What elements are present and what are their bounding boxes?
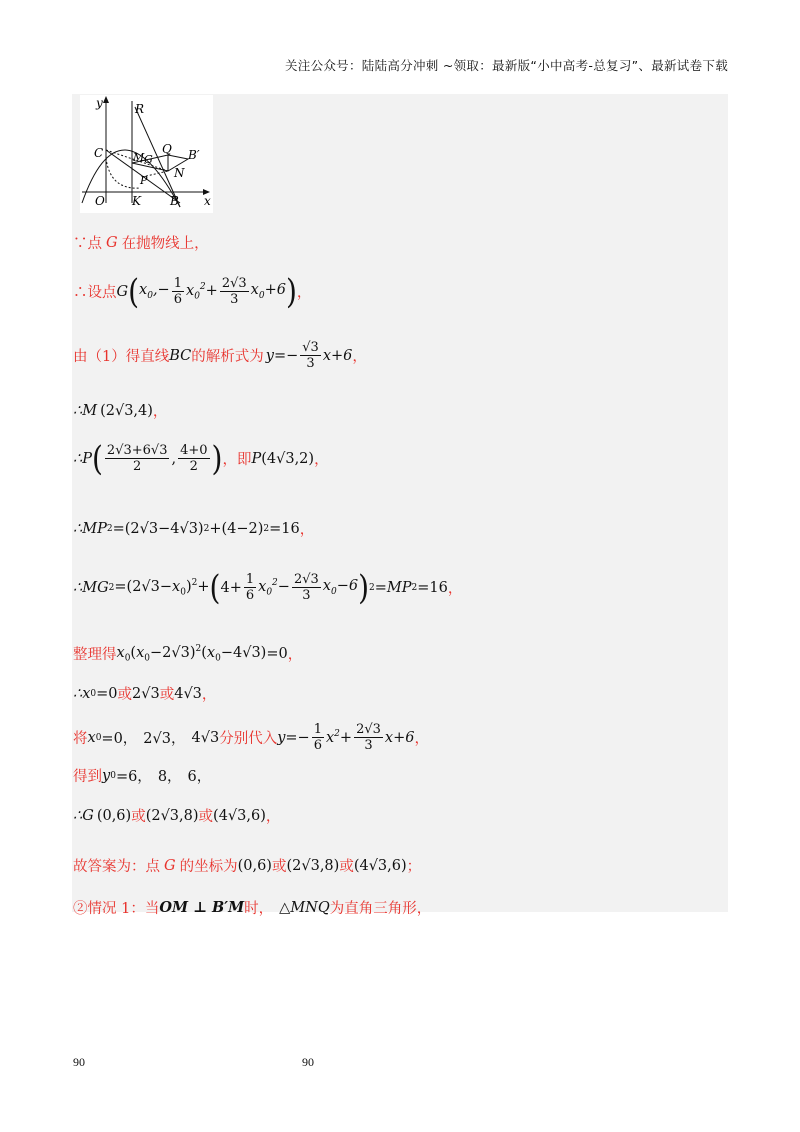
math: (2√3,4) bbox=[100, 402, 153, 419]
paren-close: ) bbox=[211, 438, 223, 478]
text: 的坐标为 bbox=[179, 859, 238, 875]
text: ∴设点 bbox=[73, 285, 117, 301]
text: 由（1）得直线 bbox=[73, 349, 170, 365]
math: x+6 bbox=[384, 729, 415, 746]
math: 2√3， bbox=[143, 731, 186, 747]
math: y bbox=[102, 767, 111, 784]
math: △MNQ bbox=[279, 899, 330, 916]
text: 或 bbox=[117, 687, 133, 703]
math: ∴P bbox=[73, 450, 92, 467]
frac: $\frac{1}{6}$ bbox=[313, 722, 322, 753]
math: y=− bbox=[277, 729, 310, 746]
label-b: B bbox=[170, 194, 179, 208]
label-c: C bbox=[94, 146, 104, 160]
math: 4√3 bbox=[174, 685, 202, 702]
math: =0 bbox=[96, 685, 118, 702]
paren-open: ( bbox=[91, 438, 103, 478]
text: ， bbox=[287, 647, 303, 663]
content-panel bbox=[72, 94, 728, 912]
text: ②情况 1：当 bbox=[73, 901, 160, 917]
frac: $\frac{2√3+6√3}{2}$ bbox=[106, 443, 168, 474]
point-g: G bbox=[164, 857, 176, 874]
page-number-left: 90 bbox=[73, 1055, 85, 1069]
math: =MP bbox=[374, 579, 412, 596]
math: ∴G bbox=[73, 807, 94, 824]
text: ， bbox=[314, 452, 329, 468]
math: =0 bbox=[266, 645, 288, 662]
sup: 2 bbox=[369, 582, 375, 593]
text: 或 bbox=[271, 859, 287, 875]
text: 整理得 bbox=[73, 647, 117, 663]
label-m: M bbox=[133, 151, 145, 164]
math: =16 bbox=[269, 520, 300, 537]
point-g: G bbox=[106, 234, 118, 251]
text: ； bbox=[406, 859, 422, 875]
line-2 bbox=[73, 271, 312, 311]
math: 2√3 bbox=[132, 685, 160, 702]
math: $x_0^2-$ bbox=[258, 577, 290, 598]
label-y: y bbox=[96, 96, 103, 110]
sup: 2 bbox=[263, 523, 270, 534]
line-1 bbox=[73, 232, 209, 253]
text: 故答案为：点 bbox=[73, 859, 160, 875]
math: (4√3,6) bbox=[213, 807, 266, 824]
math: x bbox=[87, 729, 96, 746]
figure-svg bbox=[80, 95, 213, 213]
paren-close: ) bbox=[285, 271, 297, 311]
frac: $\frac{2√3}{3}$ bbox=[221, 276, 247, 307]
label-k: K bbox=[132, 194, 141, 208]
text: 或 bbox=[198, 809, 214, 825]
math: 4+ bbox=[220, 579, 242, 596]
text: 或 bbox=[339, 859, 354, 875]
math: OM ⊥ B′M bbox=[159, 899, 245, 916]
line-7 bbox=[73, 567, 463, 607]
math: =(2√3−4√3) bbox=[112, 520, 204, 537]
math: 8， bbox=[157, 769, 182, 785]
text: 在抛物线上， bbox=[121, 236, 209, 252]
math: =16 bbox=[417, 579, 448, 596]
math: +(4−2) bbox=[209, 520, 264, 537]
label-bprime: B′ bbox=[188, 148, 200, 162]
label-o: O bbox=[95, 194, 105, 208]
page-header: 关注公众号：陆陆高分冲刺 ~领取：最新版“小中高考-总复习”、最新试卷下载 bbox=[284, 58, 728, 73]
math: (0,6) bbox=[96, 807, 132, 824]
math: ∴MG bbox=[73, 579, 109, 596]
paren-close: ) bbox=[358, 567, 369, 607]
frac: $\frac{2√3}{3}$ bbox=[293, 572, 319, 603]
math: 4√3 bbox=[191, 729, 220, 746]
line-3 bbox=[73, 340, 367, 371]
frac: $\frac{1}{6}$ bbox=[173, 276, 182, 307]
math: ∴M bbox=[73, 402, 98, 419]
math: $x_0+6$ bbox=[250, 282, 286, 301]
math: x+6 bbox=[322, 347, 353, 364]
sup: 2 bbox=[411, 582, 418, 593]
math: (4√3,6) bbox=[353, 857, 407, 874]
math: (4√3,2) bbox=[261, 450, 315, 467]
label-r: R bbox=[135, 102, 145, 116]
frac: $\frac{2√3}{3}$ bbox=[356, 722, 381, 753]
sub: 0 bbox=[90, 688, 97, 699]
line-4 bbox=[73, 400, 167, 421]
y-arrow bbox=[103, 96, 109, 103]
math: (0,6) bbox=[237, 857, 272, 874]
math: , bbox=[171, 450, 177, 467]
line-5 bbox=[73, 438, 329, 478]
text: ， bbox=[201, 687, 217, 703]
text: ，即 bbox=[222, 452, 252, 468]
line-6 bbox=[73, 518, 314, 539]
math: (2√3,8) bbox=[286, 857, 340, 874]
text: 将 bbox=[73, 731, 88, 747]
sup: 2 bbox=[203, 523, 210, 534]
sub: 0 bbox=[95, 732, 102, 743]
text: ， bbox=[299, 522, 315, 538]
math: $x_0-6$ bbox=[322, 578, 359, 597]
line-13 bbox=[73, 855, 421, 876]
sup: 2 bbox=[106, 523, 113, 534]
math: $x_0,-$ bbox=[139, 282, 170, 301]
line-11 bbox=[73, 765, 211, 786]
frac: $\frac{4+0}{2}$ bbox=[180, 443, 208, 474]
sup: 2 bbox=[108, 582, 115, 593]
frac: $\frac{√3}{3}$ bbox=[302, 340, 319, 371]
paren-open: ( bbox=[128, 271, 140, 311]
text: 或 bbox=[159, 687, 175, 703]
math: 6， bbox=[187, 769, 212, 785]
paren-open: ( bbox=[209, 567, 221, 607]
line-9 bbox=[73, 683, 216, 704]
text: ， bbox=[152, 404, 168, 420]
text: 的解析式为 bbox=[191, 349, 264, 365]
label-q: Q bbox=[162, 142, 172, 156]
text: 或 bbox=[131, 809, 146, 825]
text: ∵点 bbox=[73, 236, 102, 252]
line-bc: BC bbox=[169, 347, 192, 364]
math: $x_0(x_0-2√3)^2(x_0-4√3)$ bbox=[116, 643, 267, 664]
math: =6， bbox=[115, 769, 152, 785]
text: 分别代入 bbox=[219, 731, 278, 747]
math: y=− bbox=[265, 347, 299, 364]
page-number-center: 90 bbox=[302, 1055, 314, 1069]
math: ∴MP bbox=[73, 520, 107, 537]
text: 为直角三角形， bbox=[329, 901, 432, 917]
text: ， bbox=[296, 285, 312, 301]
text: 得到 bbox=[73, 769, 102, 785]
math: $=(2√3-x_0)^2+$ bbox=[114, 577, 210, 598]
text: ， bbox=[414, 731, 429, 747]
label-x: x bbox=[204, 194, 211, 208]
line-10 bbox=[73, 722, 429, 753]
sub: 0 bbox=[110, 770, 116, 781]
text: ， bbox=[447, 581, 463, 597]
label-n: N bbox=[174, 166, 185, 180]
point-g: G bbox=[116, 283, 129, 300]
text: ， bbox=[352, 349, 367, 365]
math: P bbox=[251, 450, 262, 467]
frac: $\frac{1}{6}$ bbox=[245, 572, 255, 603]
math: ∴x bbox=[73, 685, 91, 702]
label-p: P bbox=[140, 174, 148, 187]
math: $x_0^2+$ bbox=[186, 281, 218, 302]
line-14 bbox=[73, 897, 431, 918]
geometry-figure bbox=[80, 95, 213, 213]
line-8 bbox=[73, 643, 302, 664]
math: =0， bbox=[101, 731, 138, 747]
text: 时， bbox=[244, 901, 274, 917]
line-12 bbox=[73, 805, 280, 826]
math: $x^2+$ bbox=[325, 729, 353, 746]
label-g: G bbox=[144, 153, 153, 166]
text: ， bbox=[265, 809, 281, 825]
math: (2√3,8) bbox=[145, 807, 199, 824]
